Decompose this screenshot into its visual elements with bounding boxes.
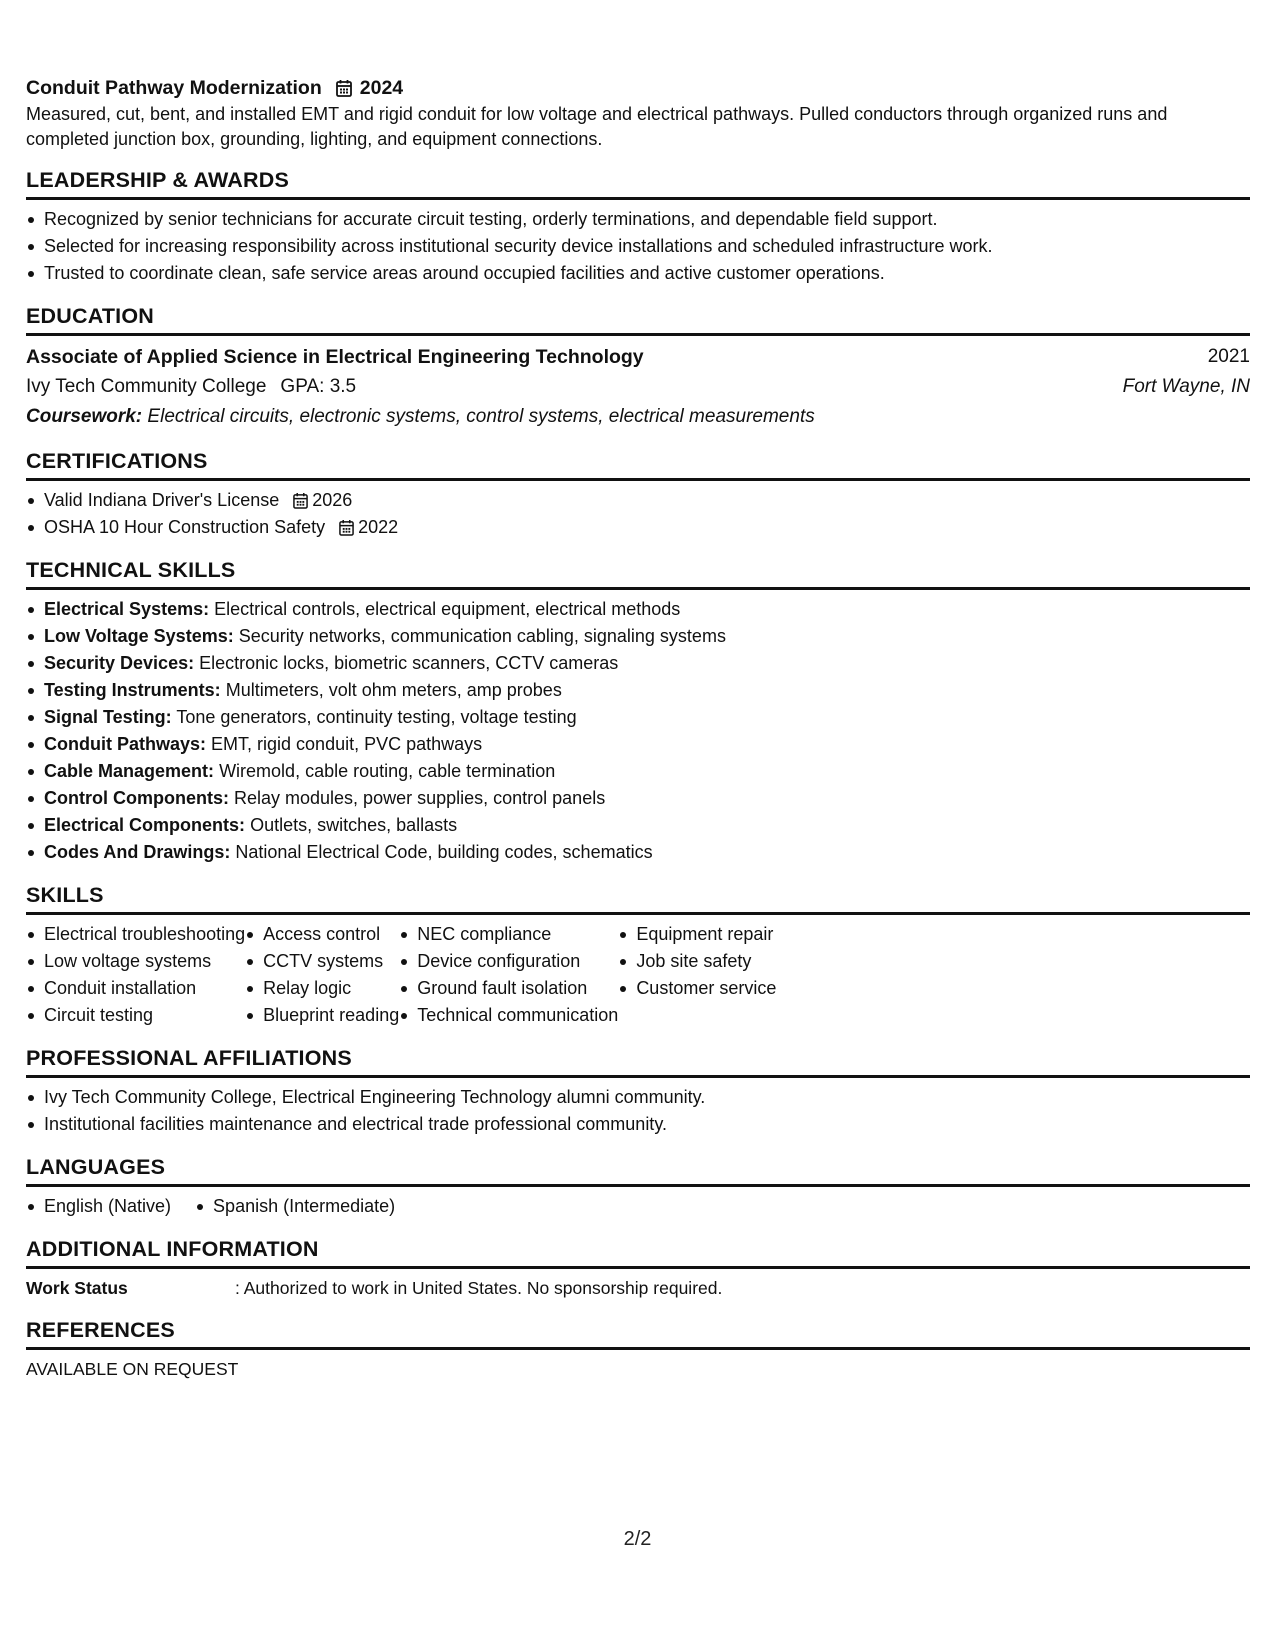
section-title: PROFESSIONAL AFFILIATIONS <box>26 1043 1250 1078</box>
list-item: Device configuration <box>399 948 618 975</box>
list-item: Electrical troubleshooting <box>26 921 245 948</box>
list-item: Conduit installation <box>26 975 245 1002</box>
list-item: English (Native) <box>26 1193 171 1220</box>
graduation-year: 2021 <box>1207 346 1250 367</box>
section-title: TECHNICAL SKILLS <box>26 555 1250 590</box>
coursework-text: Electrical circuits, electronic systems, control systems, electrical measurements <box>147 406 815 427</box>
cert-year: 2022 <box>358 517 399 537</box>
references-section <box>26 1315 1250 1382</box>
list-item: Job site safety <box>618 948 776 975</box>
skill-label: Electrical Components: <box>44 815 246 835</box>
skill-label: Low Voltage Systems: <box>44 626 234 646</box>
skill-label: Security Devices: <box>44 653 195 673</box>
list-item <box>26 596 1250 623</box>
page-number: 2/2 <box>623 1528 652 1550</box>
skill-label: Signal Testing: <box>44 707 172 727</box>
skills-column <box>399 921 618 1029</box>
skill-text: Relay modules, power supplies, control panels <box>234 788 606 808</box>
references-text: AVAILABLE ON REQUEST <box>26 1359 239 1379</box>
languages-section <box>26 1152 1250 1220</box>
list-item <box>26 623 1250 650</box>
section-title: SKILLS <box>26 880 1250 915</box>
skill-label: Testing Instruments: <box>44 680 221 700</box>
school-name: Ivy Tech Community College <box>26 376 267 397</box>
technical-skills-section <box>26 555 1250 866</box>
skill-text: Wiremold, cable routing, cable termination <box>219 761 556 781</box>
skill-label: Codes And Drawings: <box>44 842 231 862</box>
skills-grid <box>26 921 1250 1029</box>
school-location: Fort Wayne, IN <box>1122 376 1250 397</box>
list-item: Relay logic <box>245 975 399 1002</box>
gpa: GPA: 3.5 <box>280 376 357 397</box>
calendar-icon <box>339 519 354 536</box>
skill-label: Conduit Pathways: <box>44 734 207 754</box>
education-school-row <box>26 372 1250 402</box>
cert-name: OSHA 10 Hour Construction Safety <box>44 517 326 537</box>
skill-label: Control Components: <box>44 788 229 808</box>
project-entry <box>26 74 1250 151</box>
list-item: Blueprint reading <box>245 1002 399 1029</box>
calendar-icon <box>336 79 352 97</box>
skill-text: Outlets, switches, ballasts <box>250 815 458 835</box>
section-title: ADDITIONAL INFORMATION <box>26 1234 1250 1269</box>
skill-text: Tone generators, continuity testing, voltage testing <box>176 707 577 727</box>
project-header <box>26 74 1250 102</box>
list-item: Low voltage systems <box>26 948 245 975</box>
list-item: Recognized by senior technicians for accurate circuit testing, orderly terminations, and dependable field support. <box>26 206 1250 233</box>
list-item: Trusted to coordinate clean, safe service areas around occupied facilities and active customer operations. <box>26 260 1250 287</box>
affiliations-section <box>26 1043 1250 1138</box>
skill-text: Security networks, communication cabling, signaling systems <box>238 626 726 646</box>
skills-section <box>26 880 1250 1029</box>
calendar-icon <box>293 492 308 509</box>
certifications-list <box>26 487 1250 541</box>
skill-text: National Electrical Code, building codes, schematics <box>235 842 653 862</box>
list-item: Customer service <box>618 975 776 1002</box>
work-status-row <box>26 1275 1250 1301</box>
project-description: Measured, cut, bent, and installed EMT and rigid conduit for low voltage and electrical pathways. Pulled conductors through organized runs and completed junction box, grounding, lighting, and equipment connections. <box>26 104 1168 149</box>
degree: Associate of Applied Science in Electrical Engineering Technology <box>26 346 644 368</box>
list-item: Equipment repair <box>618 921 776 948</box>
skill-text: Multimeters, volt ohm meters, amp probes <box>225 680 562 700</box>
list-item: CCTV systems <box>245 948 399 975</box>
skill-text: Electrical controls, electrical equipment, electrical methods <box>214 599 681 619</box>
section-title: LANGUAGES <box>26 1152 1250 1187</box>
list-item: Ivy Tech Community College, Electrical Engineering Technology alumni community. <box>26 1084 1250 1111</box>
work-status-label: Work Status <box>26 1278 128 1298</box>
list-item: NEC compliance <box>399 921 618 948</box>
cert-name: Valid Indiana Driver's License <box>44 490 280 510</box>
list-item <box>26 487 1250 514</box>
list-item: Technical communication <box>399 1002 618 1029</box>
coursework <box>26 402 1250 432</box>
cert-year: 2026 <box>312 490 353 510</box>
section-title: CERTIFICATIONS <box>26 446 1250 481</box>
project-title: Conduit Pathway Modernization <box>26 77 322 99</box>
coursework-label: Coursework: <box>26 406 143 427</box>
education-degree-row <box>26 342 1250 372</box>
education-section <box>26 301 1250 432</box>
list-item: Selected for increasing responsibility across institutional security device installations and scheduled infrastructure work. <box>26 233 1250 260</box>
certifications-section <box>26 446 1250 541</box>
skill-text: Electronic locks, biometric scanners, CCTV cameras <box>199 653 619 673</box>
section-title: EDUCATION <box>26 301 1250 336</box>
list-item <box>26 785 1250 812</box>
list-item <box>26 677 1250 704</box>
leadership-section <box>26 165 1250 287</box>
list-item <box>26 514 1250 541</box>
section-title: REFERENCES <box>26 1315 1250 1350</box>
additional-information-section <box>26 1234 1250 1301</box>
skills-column <box>618 921 776 1029</box>
list-item: Spanish (Intermediate) <box>195 1193 395 1220</box>
languages-list <box>26 1193 1250 1220</box>
section-title: LEADERSHIP & AWARDS <box>26 165 1250 200</box>
project-year: 2024 <box>359 77 404 99</box>
list-item <box>26 731 1250 758</box>
skill-text: EMT, rigid conduit, PVC pathways <box>211 734 483 754</box>
list-item <box>26 704 1250 731</box>
list-item <box>26 758 1250 785</box>
list-item: Access control <box>245 921 399 948</box>
leadership-list <box>26 206 1250 287</box>
skill-label: Electrical Systems: <box>44 599 210 619</box>
list-item: Ground fault isolation <box>399 975 618 1002</box>
list-item <box>26 839 1250 866</box>
school-info <box>26 372 356 402</box>
skills-column <box>245 921 399 1029</box>
list-item: Institutional facilities maintenance and electrical trade professional community. <box>26 1111 1250 1138</box>
affiliations-list <box>26 1084 1250 1138</box>
resume-page <box>26 74 1250 1382</box>
work-status-value: : Authorized to work in United States. No sponsorship required. <box>235 1278 723 1298</box>
list-item <box>26 812 1250 839</box>
list-item <box>26 650 1250 677</box>
technical-skills-list <box>26 596 1250 866</box>
list-item: Circuit testing <box>26 1002 245 1029</box>
skills-column <box>26 921 245 1029</box>
skill-label: Cable Management: <box>44 761 215 781</box>
